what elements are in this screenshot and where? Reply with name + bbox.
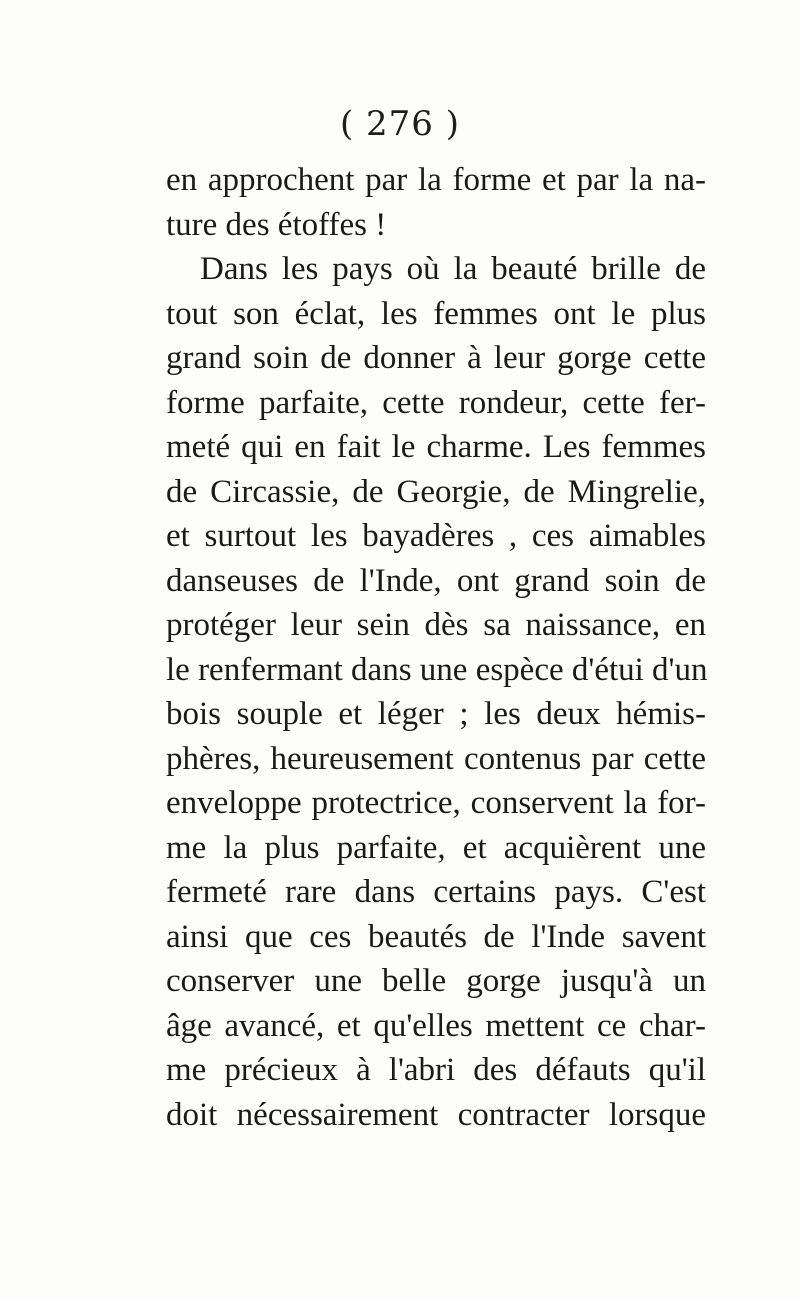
text-line: phères, heureusement contenus par cette xyxy=(166,740,706,777)
text-line: de Circassie, de Georgie, de Mingrelie, xyxy=(166,473,706,510)
text-line: bois souple et léger ; les deux hémis- xyxy=(166,696,706,732)
text-line: forme parfaite, cette rondeur, cette fer- xyxy=(166,384,706,421)
page-number: ( 276 ) xyxy=(339,104,461,144)
text-line: fermeté rare dans certains pays. C'est xyxy=(166,874,706,910)
text-line: me précieux à l'abri des défauts qu'il xyxy=(166,1052,706,1088)
text-line: Dans les pays où la beauté brille de xyxy=(200,251,706,287)
text-line: conserver une belle gorge jusqu'à un xyxy=(166,963,706,999)
text-line: le renfermant dans une espèce d'étui d'un xyxy=(166,651,708,688)
text-line: ainsi que ces beautés de l'Inde savent xyxy=(166,918,706,955)
text-line: en approchent par la forme et par la na- xyxy=(166,162,706,198)
text-line: meté qui en fait le charme. Les femmes xyxy=(166,429,706,465)
text-line: et surtout les bayadères , ces aimables xyxy=(166,518,706,554)
text-line: ture des étoffes ! xyxy=(166,206,387,243)
text-line: me la plus parfaite, et acquièrent une xyxy=(166,829,706,866)
body-text xyxy=(166,158,706,1137)
text-line: âge avancé, et qu'elles mettent ce char- xyxy=(166,1007,706,1044)
text-line: protéger leur sein dès sa naissance, en xyxy=(166,607,706,643)
text-line: enveloppe protectrice, conservent la for- xyxy=(166,785,706,821)
text-line: doit nécessairement contracter lorsque xyxy=(166,1096,706,1133)
text-line: danseuses de l'Inde, ont grand soin de xyxy=(166,562,706,599)
text-line: grand soin de donner à leur gorge cette xyxy=(166,340,706,376)
text-line: tout son éclat, les femmes ont le plus xyxy=(166,295,706,332)
